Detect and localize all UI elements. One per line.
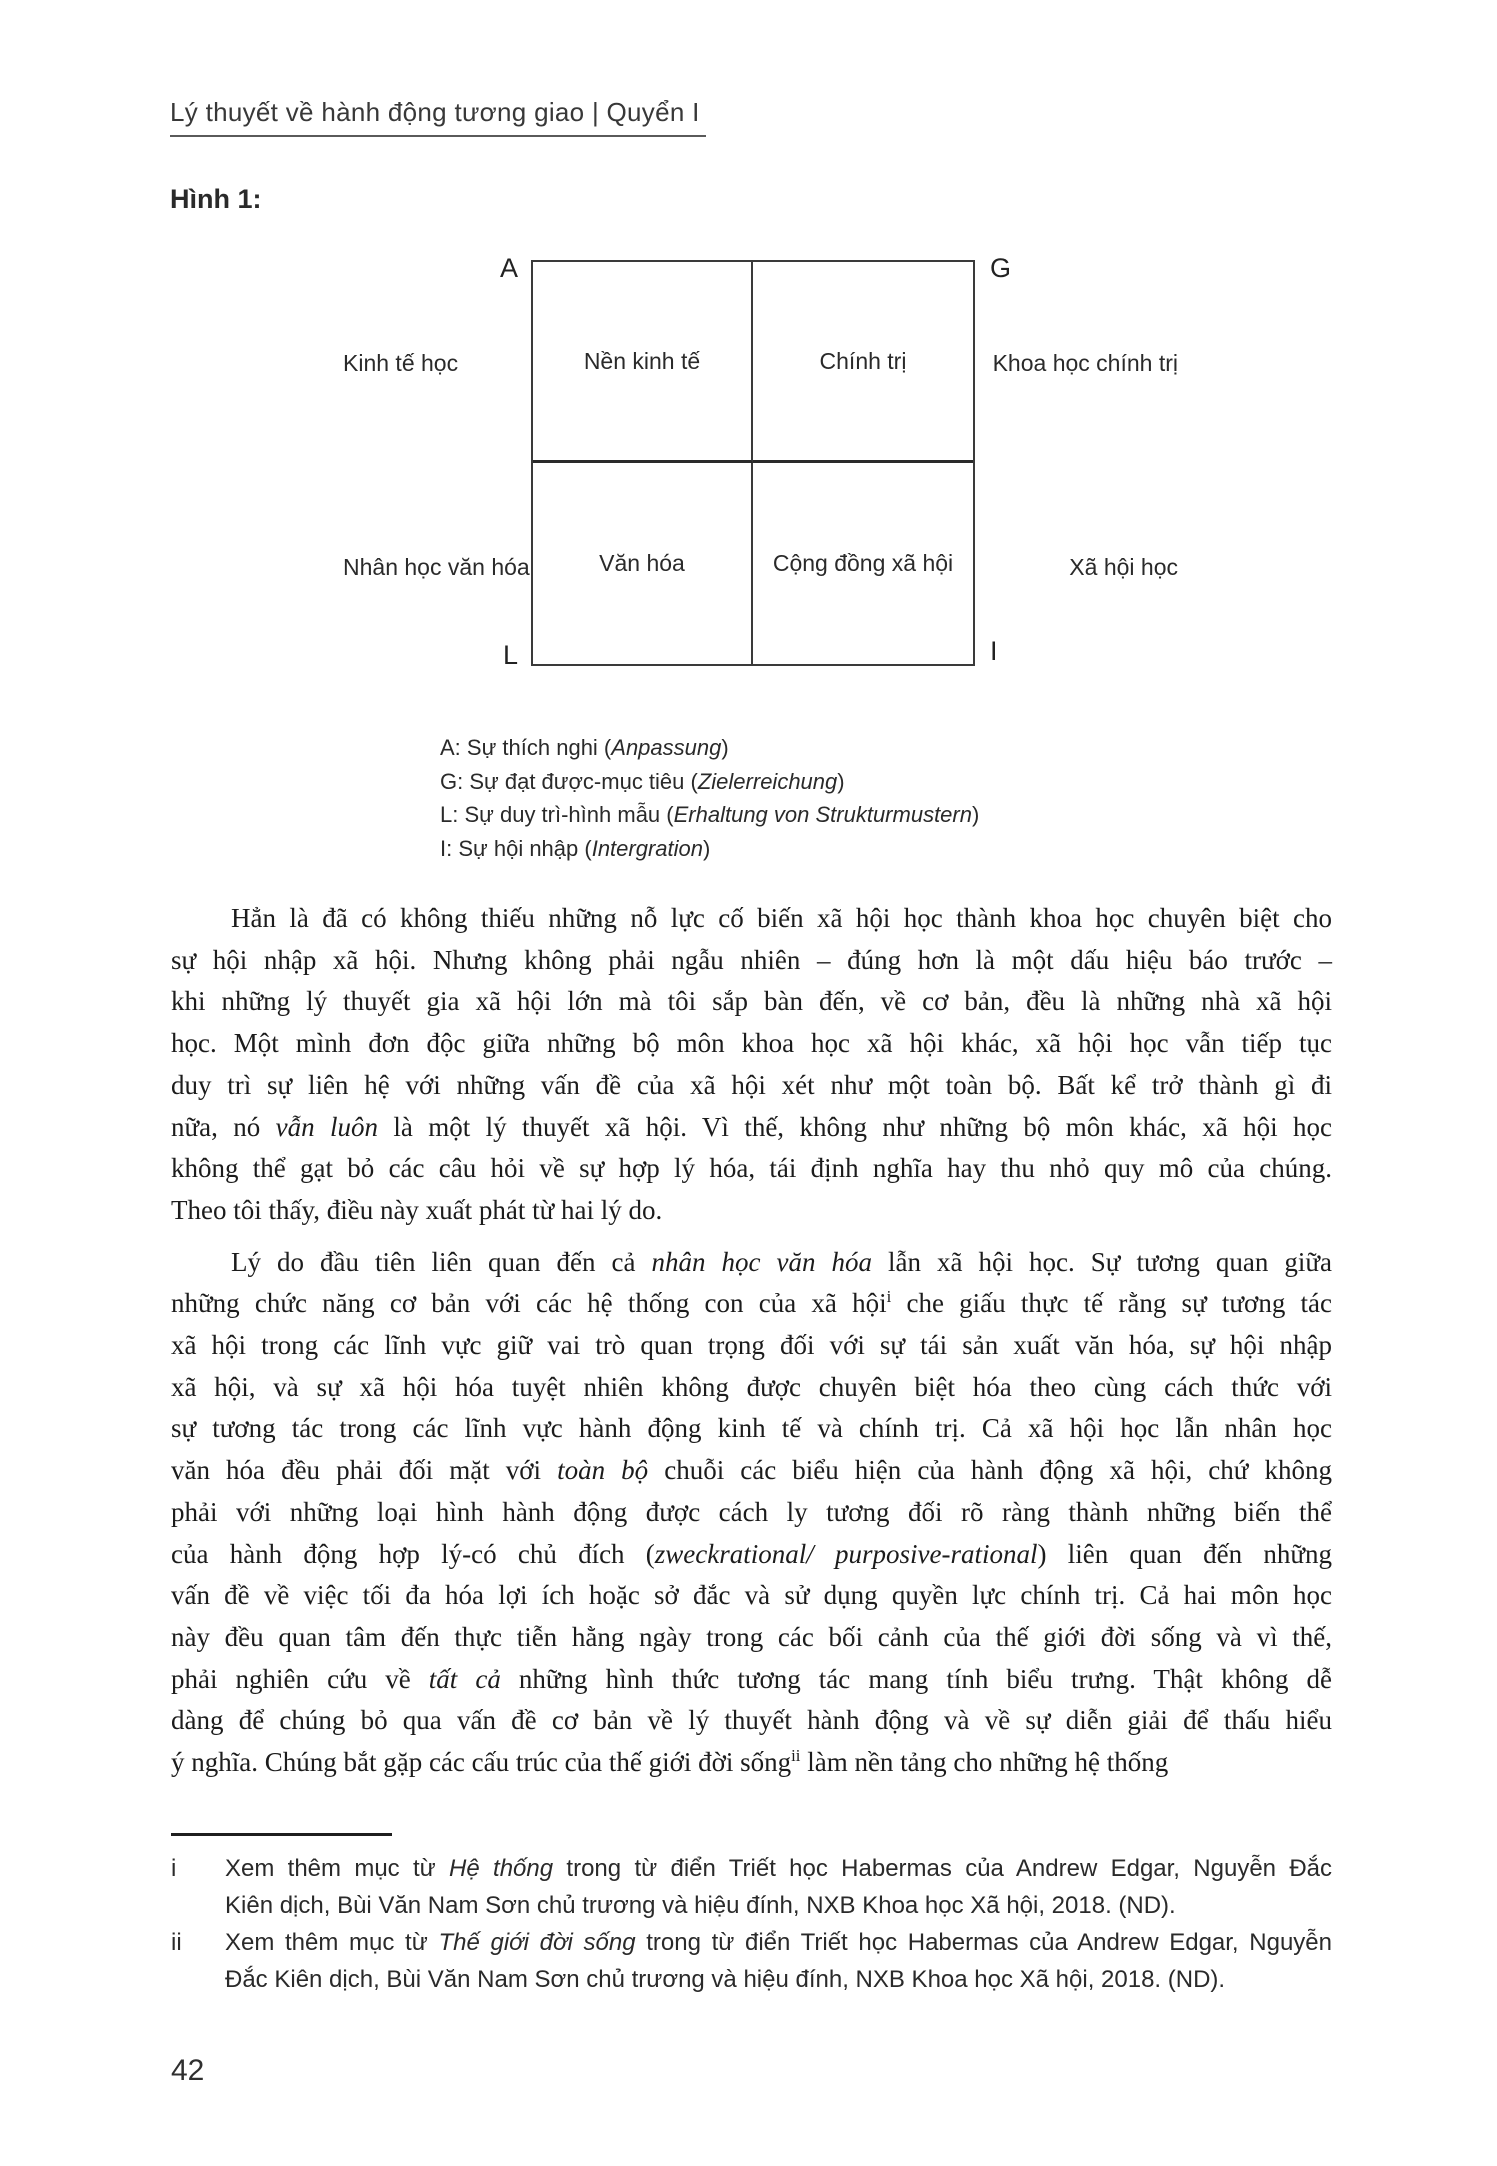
footnote-i (171, 1850, 1332, 1924)
table-cell-culture: Văn hóa (533, 463, 753, 664)
text-line: Hẳn là đã có không thiếu những nỗ lực cố biến xã hội học thành khoa học chuyên biệt cho (231, 903, 1332, 933)
legend-line-l: L: Sự duy trì-hình mẫu (Erhaltung von Strukturmustern) (440, 802, 980, 827)
footnote-marker: i (171, 1855, 177, 1882)
text-line: những chức năng cơ bản với các hệ thống con của xã hội$^i$ che giấu thực tế rằng sự tương tác (171, 1287, 1332, 1319)
text-line: sự tương tác trong các lĩnh vực hành động kinh tế và chính trị. Cả xã hội học lẫn nhân học (171, 1413, 1332, 1444)
body-text (171, 898, 1332, 1784)
corner-label-i: I (990, 636, 998, 666)
footnote-line: Đắc Kiên dịch, Bùi Văn Nam Sơn chủ trương và hiệu đính, NXB Khoa học Xã hội, 2018. (ND). (225, 1966, 1226, 1993)
legend-line-a: A: Sự thích nghi (Anpassung) (440, 735, 729, 760)
page-number: 42 (171, 2054, 205, 2087)
table-cell-societal-community: Cộng đồng xã hội (772, 550, 954, 576)
corner-label-a: A (499, 253, 518, 283)
legend-line-i: I: Sự hội nhập (Intergration) (440, 835, 711, 861)
legend-line-g: G: Sự đạt được-mục tiêu (Zielerreichung) (440, 768, 845, 794)
table-cell-polity: Chính trị (753, 262, 973, 463)
running-header: Lý thuyết về hành động tương giao | Quyển I (170, 96, 706, 137)
agil-table (531, 260, 975, 666)
text-line: duy trì sự liên hệ với những vấn đề của xã hội xét như một toàn bộ. Bất kể trở thành gì đi (171, 1069, 1332, 1100)
footnote-ii (171, 1924, 1332, 1998)
text-line: dàng để chúng bỏ qua vấn đề cơ bản về lý thuyết hành động và về sự diễn giải để thấu hiểu (171, 1705, 1332, 1736)
footnote-separator (171, 1833, 392, 1836)
footnotes (171, 1850, 1332, 1998)
text-line: khi những lý thuyết gia xã hội lớn mà tôi sắp bàn đến, về cơ bản, đều là những nhà xã hội (171, 986, 1332, 1017)
table-cell-economy: Nền kinh tế (533, 262, 753, 463)
footnote-line: Xem thêm mục từ Thế giới đời sống trong từ điển Triết học Habermas của Andrew Edgar, Nguyễn (225, 1929, 1332, 1956)
side-label-economics: Kinh tế học (343, 350, 459, 376)
text-line: học. Một mình đơn độc giữa những bộ môn khoa học xã hội khác, xã hội học vẫn tiếp tục (171, 1028, 1332, 1059)
figure-label: Hình 1: (170, 184, 262, 214)
text-line: ý nghĩa. Chúng bắt gặp các cấu trúc của thế giới đời sống$^{ii}$ làm nền tảng cho những hệ thống (171, 1746, 1169, 1778)
text-line: nữa, nó vẫn luôn là một lý thuyết xã hội. Vì thế, không như những bộ môn khác, xã hội học (171, 1111, 1332, 1142)
footnote-line: Kiên dịch, Bùi Văn Nam Sơn chủ trương và hiệu đính, NXB Khoa học Xã hội, 2018. (ND). (225, 1892, 1176, 1919)
footnote-line: Xem thêm mục từ Hệ thống trong từ điển Triết học Habermas của Andrew Edgar, Nguyễn Đắc (225, 1855, 1333, 1882)
text-line: Theo tôi thấy, điều này xuất phát từ hai lý do. (171, 1194, 663, 1225)
text-line: phải nghiên cứu về tất cả những hình thức tương tác mang tính biểu trưng. Thật không dễ (171, 1663, 1332, 1694)
text-line: vấn đề về việc tối đa hóa lợi ích hoặc sở đắc và sử dụng quyền lực chính trị. Cả hai môn học (171, 1580, 1332, 1611)
side-label-sociology: Xã hội học (1069, 554, 1178, 580)
corner-label-g: G (990, 253, 1012, 283)
text-line: không thể gạt bỏ các câu hỏi về sự hợp lý hóa, tái định nghĩa hay thu nhỏ quy mô của chúng. (171, 1153, 1332, 1184)
paragraph-1 (171, 898, 1332, 1232)
text-line: Lý do đầu tiên liên quan đến cả nhân học văn hóa lẫn xã hội học. Sự tương quan giữa (231, 1246, 1332, 1277)
side-label-political-science: Khoa học chính trị (992, 350, 1178, 376)
text-line: của hành động hợp lý-có chủ đích (zweckrational/ purposive-rational) liên quan đến những (171, 1538, 1332, 1569)
text-line: văn hóa đều phải đối mặt với toàn bộ chuỗi các biểu hiện của hành động xã hội, chứ không (171, 1455, 1332, 1486)
figure-legend (440, 731, 1340, 865)
text-line: này đều quan tâm đến thực tiễn hằng ngày trong các bối cảnh của thế giới đời sống và vì thế, (171, 1621, 1332, 1652)
text-line: phải với những loại hình hành động được cách ly tương đối rõ ràng thành những biến thể (171, 1496, 1332, 1527)
corner-label-l: L (502, 640, 518, 670)
paragraph-2 (171, 1242, 1332, 1784)
text-line: xã hội trong các lĩnh vực giữ vai trò quan trọng đối với sự tái sản xuất văn hóa, sự hội nhập (171, 1330, 1332, 1361)
text-line: xã hội, và sự xã hội hóa tuyệt nhiên không được chuyên biệt hóa theo cùng cách thức với (171, 1371, 1332, 1402)
footnote-marker: ii (171, 1929, 182, 1956)
side-label-cultural-anthropology: Nhân học văn hóa (343, 554, 530, 580)
text-line: sự hội nhập xã hội. Nhưng không phải ngẫu nhiên – đúng hơn là một dấu hiệu báo trước – (171, 944, 1332, 975)
